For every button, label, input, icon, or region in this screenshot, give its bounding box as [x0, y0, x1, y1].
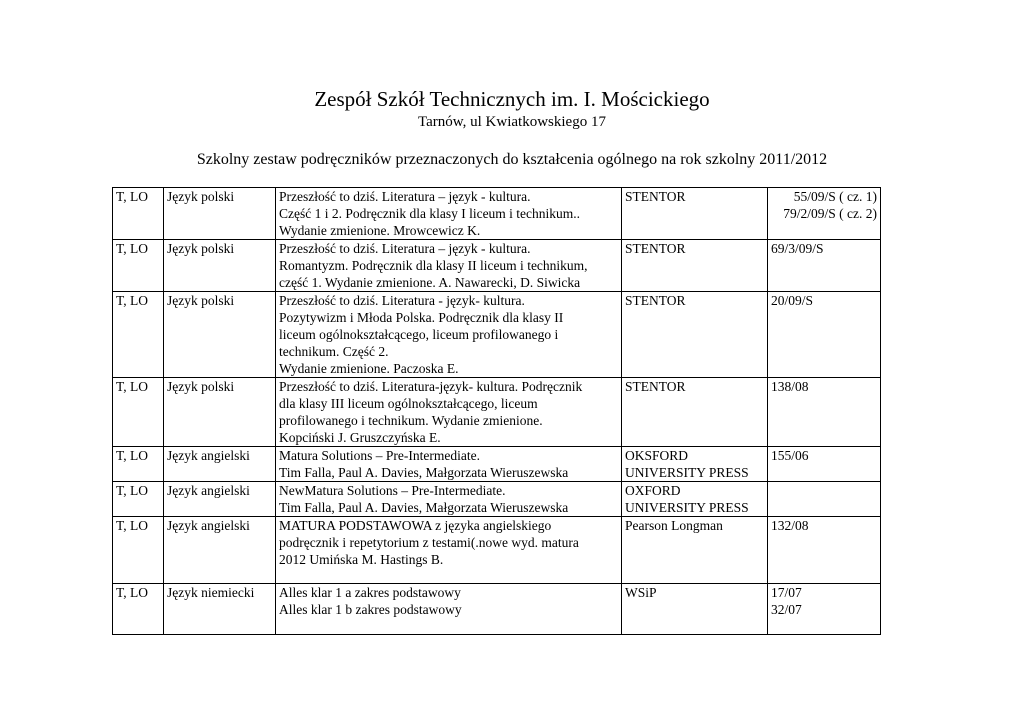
table-row	[113, 482, 881, 517]
publisher-cell: Pearson Longman	[622, 517, 768, 584]
approval-number-cell: 69/3/09/S	[768, 240, 881, 292]
subject-cell: Język angielski	[164, 447, 276, 482]
approval-number-cell: 20/09/S	[768, 292, 881, 378]
book-title-cell: Matura Solutions – Pre-Intermediate. Tim Falla, Paul A. Davies, Małgorzata Wieruszewska	[276, 447, 622, 482]
school-type-cell: T, LO	[113, 517, 164, 584]
subject-cell: Język polski	[164, 378, 276, 447]
school-type-cell: T, LO	[113, 482, 164, 517]
school-type-cell: T, LO	[113, 378, 164, 447]
publisher-cell: STENTOR	[622, 378, 768, 447]
school-name: Zespół Szkół Technicznych im. I. Mościckiego	[314, 87, 710, 111]
subject-cell: Język niemiecki	[164, 584, 276, 635]
list-title: Szkolny zestaw podręczników przeznaczonych do kształcenia ogólnego na rok szkolny 2011/2012	[196, 151, 828, 168]
approval-number-cell: 55/09/S ( cz. 1) 79/2/09/S ( cz. 2)	[768, 188, 881, 240]
table-row	[113, 188, 881, 240]
book-title-cell: Przeszłość to dziś. Literatura-język- kultura. Podręcznik dla klasy III liceum ogólnokształcącego, liceum profilowanego i technikum. Wydanie zmienione. Kopciński J. Gruszczyńska E.	[276, 378, 622, 447]
school-type-cell: T, LO	[113, 240, 164, 292]
book-title-cell: Alles klar 1 a zakres podstawowy Alles klar 1 b zakres podstawowy	[276, 584, 622, 635]
book-title-cell: Przeszłość to dziś. Literatura - język- kultura. Pozytywizm i Młoda Polska. Podręcznik dla klasy II liceum ogólnokształcącego, liceum profilowanego i technikum. Część 2. Wydanie zmienione. Paczoska E.	[276, 292, 622, 378]
school-type-cell: T, LO	[113, 584, 164, 635]
school-type-cell: T, LO	[113, 447, 164, 482]
table-row	[113, 517, 881, 584]
publisher-cell: STENTOR	[622, 240, 768, 292]
publisher-cell: STENTOR	[622, 188, 768, 240]
book-title-cell: NewMatura Solutions – Pre-Intermediate. Tim Falla, Paul A. Davies, Małgorzata Wieruszewska	[276, 482, 622, 517]
subject-cell: Język polski	[164, 188, 276, 240]
subject-cell: Język angielski	[164, 482, 276, 517]
school-type-cell: T, LO	[113, 188, 164, 240]
approval-number-cell: 138/08	[768, 378, 881, 447]
school-address: Tarnów, ul Kwiatkowskiego 17	[418, 114, 606, 130]
table-row	[113, 447, 881, 482]
table-row	[113, 292, 881, 378]
subject-cell: Język angielski	[164, 517, 276, 584]
approval-number-cell: 17/07 32/07	[768, 584, 881, 635]
approval-number-cell: 155/06	[768, 447, 881, 482]
subject-cell: Język polski	[164, 292, 276, 378]
book-title-cell: MATURA PODSTAWOWA z języka angielskiego podręcznik i repetytorium z testami(.nowe wyd. matura 2012 Umińska M. Hastings B.	[276, 517, 622, 584]
table-row	[113, 378, 881, 447]
publisher-cell: STENTOR	[622, 292, 768, 378]
book-title-cell: Przeszłość to dziś. Literatura – język - kultura. Część 1 i 2. Podręcznik dla klasy I liceum i technikum.. Wydanie zmienione. Mrowcewicz K.	[276, 188, 622, 240]
approval-number-cell: 132/08	[768, 517, 881, 584]
table-row	[113, 240, 881, 292]
book-title-cell: Przeszłość to dziś. Literatura – język - kultura. Romantyzm. Podręcznik dla klasy II liceum i technikum, część 1. Wydanie zmienione. A. Nawarecki, D. Siwicka	[276, 240, 622, 292]
table-row	[113, 584, 881, 635]
publisher-cell: WSiP	[622, 584, 768, 635]
publisher-cell: OKSFORD UNIVERSITY PRESS	[622, 447, 768, 482]
school-type-cell: T, LO	[113, 292, 164, 378]
approval-number-cell	[768, 482, 881, 517]
textbook-table	[112, 187, 881, 635]
subject-cell: Język polski	[164, 240, 276, 292]
publisher-cell: OXFORD UNIVERSITY PRESS	[622, 482, 768, 517]
